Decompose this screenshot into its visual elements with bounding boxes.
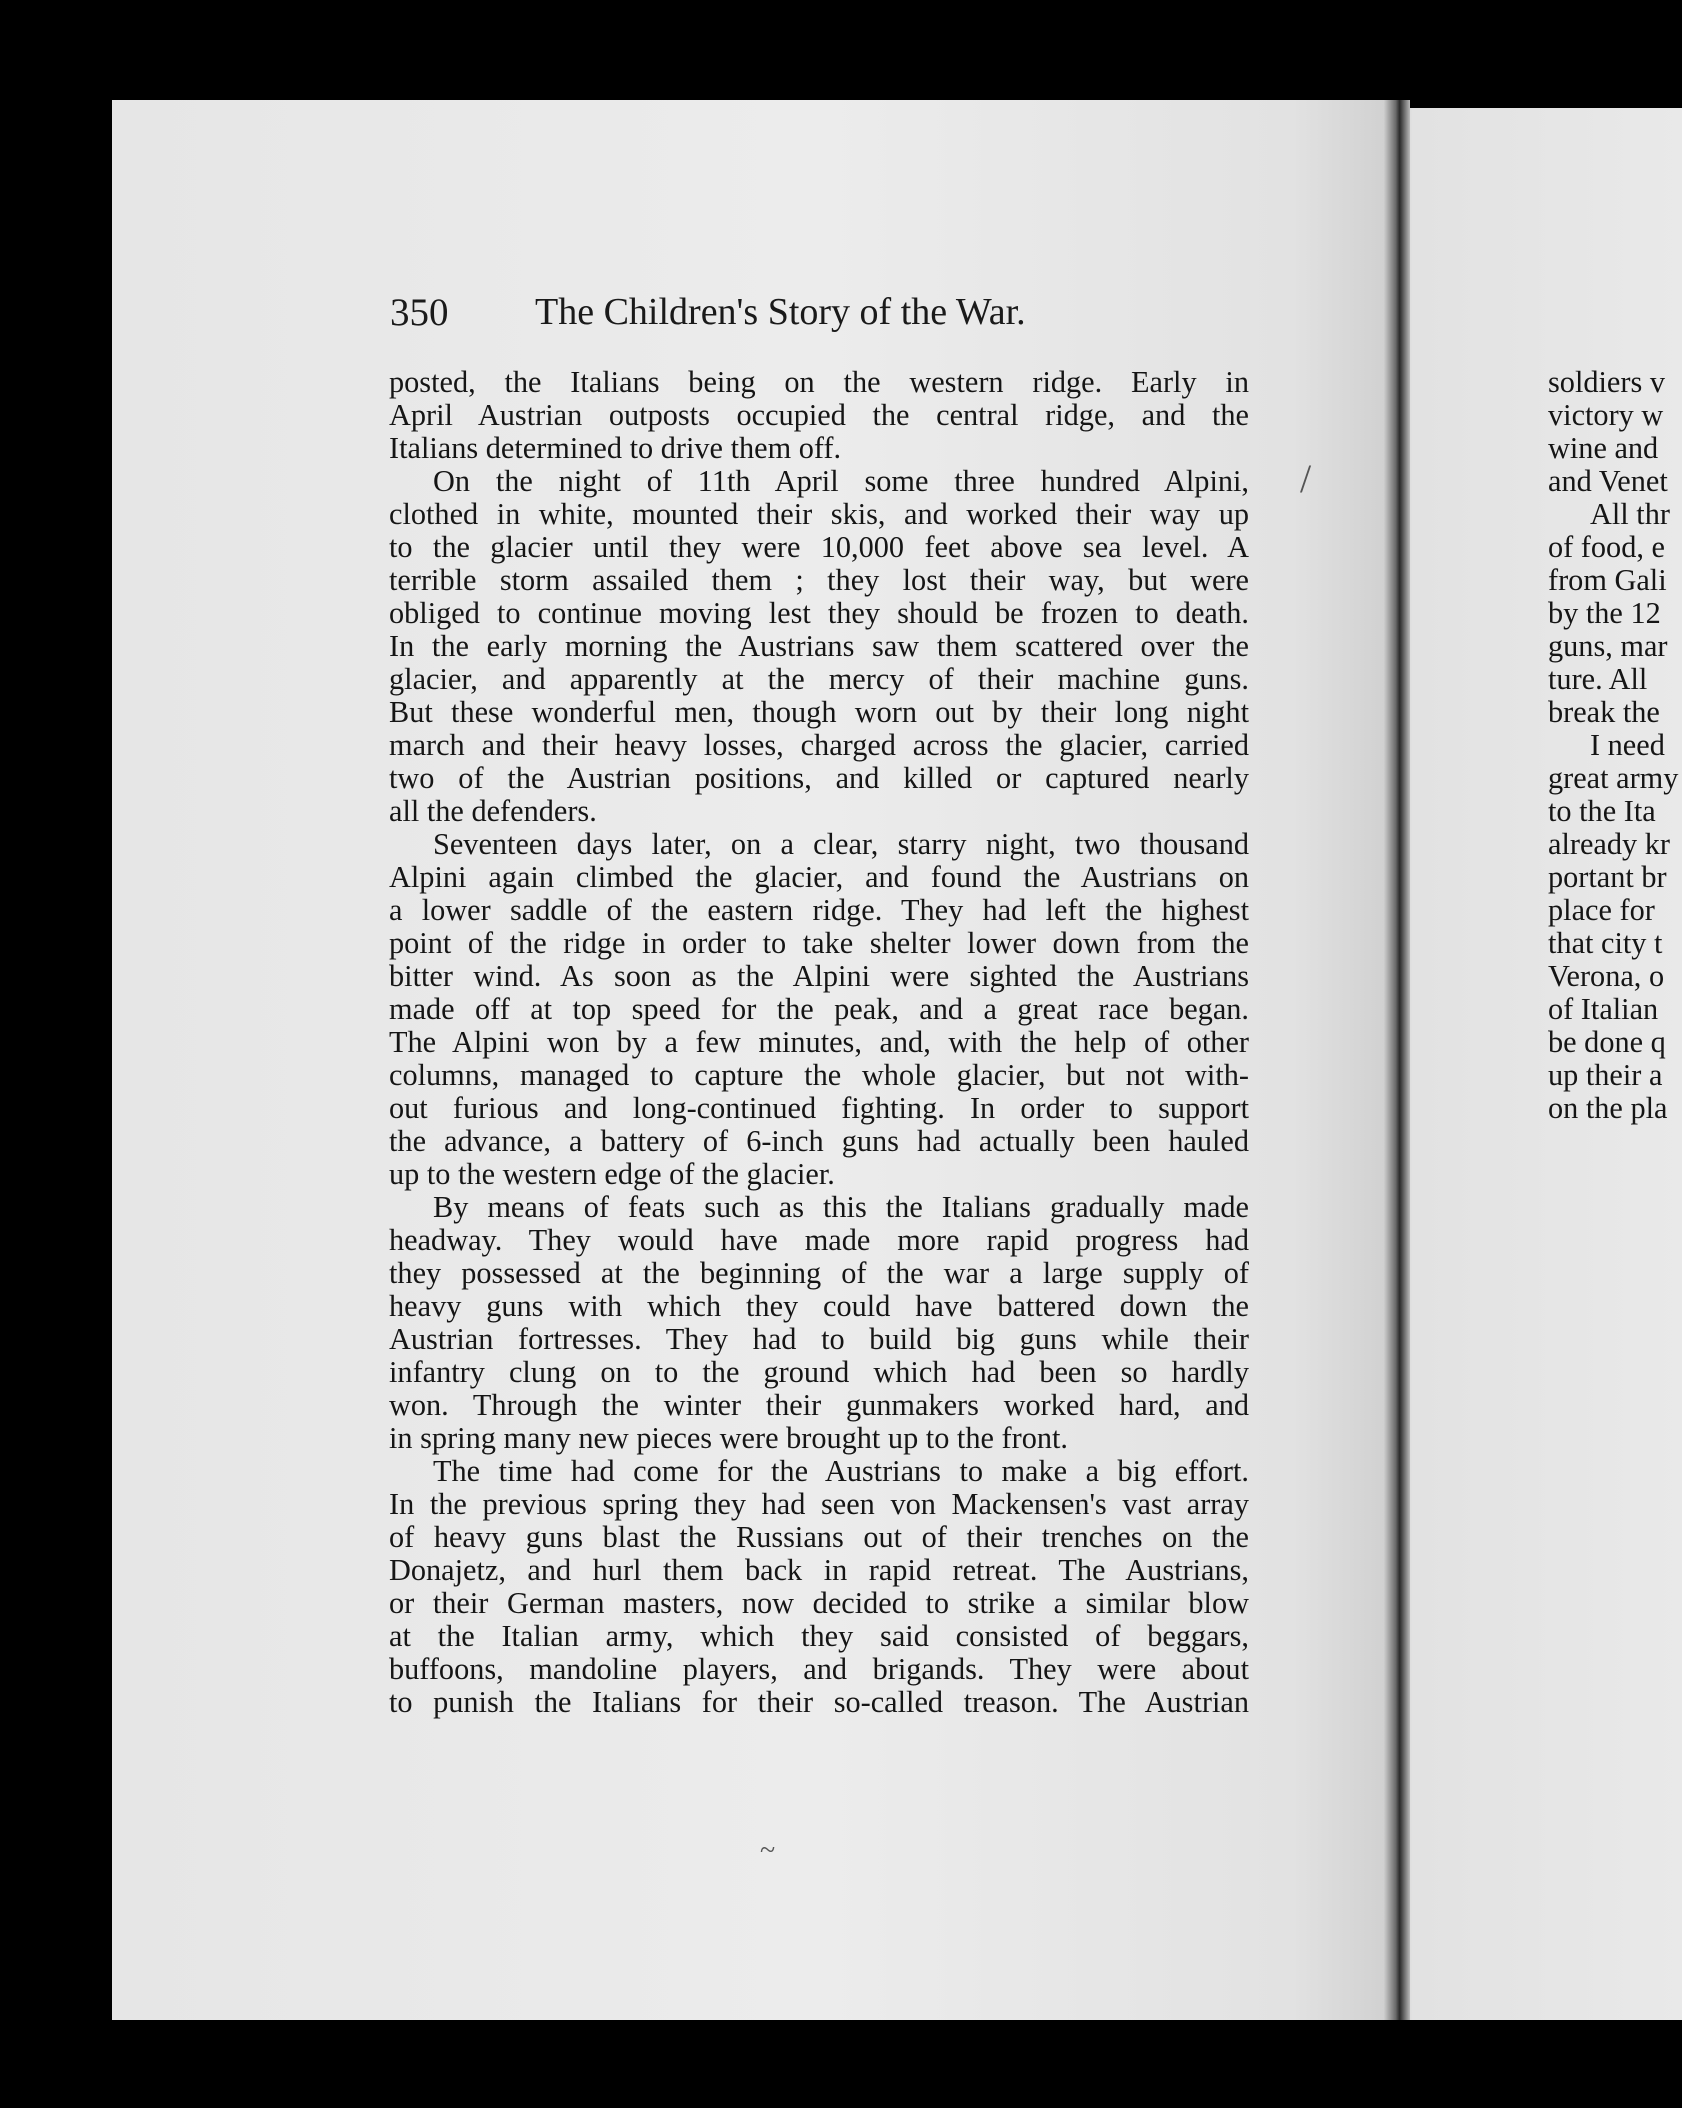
text-line: two of the Austrian positions, and killed or captured nearly — [389, 761, 1249, 795]
text-line: point of the ridge in order to take shelter lower down from the — [389, 926, 1249, 960]
text-line: great army — [1548, 761, 1679, 795]
text-line: break the — [1548, 695, 1660, 729]
text-line: clothed in white, mounted their skis, and worked their way up — [389, 497, 1249, 531]
text-line: the advance, a battery of 6-inch guns had actually been hauled — [389, 1124, 1249, 1158]
text-line: victory w — [1548, 398, 1664, 432]
text-line: out furious and long-continued fighting. In order to support — [389, 1091, 1249, 1125]
text-line: to the Ita — [1548, 794, 1656, 828]
text-line: or their German masters, now decided to strike a similar blow — [389, 1586, 1249, 1620]
text-line: But these wonderful men, though worn out by their long night — [389, 695, 1249, 729]
text-line: up to the western edge of the glacier. — [389, 1157, 835, 1191]
right-page-body-text — [1548, 366, 1682, 1125]
book-gutter — [1384, 100, 1410, 2020]
text-line: portant br — [1548, 860, 1667, 894]
text-line: in spring many new pieces were brought up to the front. — [389, 1421, 1068, 1455]
text-line: Alpini again climbed the glacier, and found the Austrians on — [389, 860, 1249, 894]
text-line: bitter wind. As soon as the Alpini were sighted the Austrians — [389, 959, 1249, 993]
text-line: to the glacier until they were 10,000 feet above sea level. A — [389, 530, 1249, 564]
text-line: posted, the Italians being on the western ridge. Early in — [389, 365, 1249, 399]
text-line: By means of feats such as this the Italians gradually made — [433, 1190, 1249, 1224]
text-line: The Alpini won by a few minutes, and, with the help of other — [389, 1025, 1249, 1059]
text-line: infantry clung on to the ground which had been so hardly — [389, 1355, 1249, 1389]
text-line: headway. They would have made more rapid progress had — [389, 1223, 1249, 1257]
text-line: ture. All — [1548, 662, 1648, 696]
text-line: glacier, and apparently at the mercy of their machine guns. — [389, 662, 1249, 696]
text-line: heavy guns with which they could have battered down the — [389, 1289, 1249, 1323]
left-page-body-text — [389, 366, 1249, 1719]
text-line: march and their heavy losses, charged across the glacier, carried — [389, 728, 1249, 762]
text-line: of Italian — [1548, 992, 1659, 1026]
text-line: Seventeen days later, on a clear, starry night, two thousand — [433, 827, 1249, 861]
text-line: be done q — [1548, 1025, 1666, 1059]
text-line: On the night of 11th April some three hundred Alpini, — [433, 464, 1249, 498]
pencil-mark: / — [1300, 456, 1312, 501]
text-line: In the previous spring they had seen von Mackensen's vast array — [389, 1487, 1249, 1521]
text-line: and Venet — [1548, 464, 1668, 498]
text-line: up their a — [1548, 1058, 1663, 1092]
text-line: April Austrian outposts occupied the central ridge, and the — [389, 398, 1249, 432]
text-line: already kr — [1548, 827, 1670, 861]
page-number: 350 — [390, 291, 449, 334]
text-line: at the Italian army, which they said consisted of beggars, — [389, 1619, 1249, 1653]
text-line: Donajetz, and hurl them back in rapid retreat. The Austrians, — [389, 1553, 1249, 1587]
text-line: Austrian fortresses. They had to build big guns while their — [389, 1322, 1249, 1356]
pencil-squiggle: ~ — [760, 1835, 776, 1866]
text-line: I need — [1590, 728, 1665, 762]
text-line: The time had come for the Austrians to make a big effort. — [433, 1454, 1249, 1488]
text-line: won. Through the winter their gunmakers worked hard, and — [389, 1388, 1249, 1422]
text-line: of food, e — [1548, 530, 1665, 564]
text-line: Italians determined to drive them off. — [389, 431, 842, 465]
text-line: All thr — [1590, 497, 1670, 531]
text-line: place for — [1548, 893, 1655, 927]
text-line: guns, mar — [1548, 629, 1668, 663]
text-line: buffoons, mandoline players, and brigands. They were about — [389, 1652, 1249, 1686]
text-line: all the defenders. — [389, 794, 597, 828]
text-line: Verona, o — [1548, 959, 1665, 993]
text-line: of heavy guns blast the Russians out of their trenches on the — [389, 1520, 1249, 1554]
text-line: on the pla — [1548, 1091, 1668, 1125]
text-line: made off at top speed for the peak, and a great race began. — [389, 992, 1249, 1026]
text-line: columns, managed to capture the whole glacier, but not with- — [389, 1058, 1249, 1092]
text-line: from Gali — [1548, 563, 1667, 597]
text-line: terrible storm assailed them ; they lost their way, but were — [389, 563, 1249, 597]
text-line: soldiers v — [1548, 366, 1665, 399]
page-header — [390, 290, 1240, 340]
text-line: to punish the Italians for their so-called treason. The Austrian — [389, 1685, 1249, 1719]
text-line: wine and — [1548, 431, 1659, 465]
text-line: obliged to continue moving lest they should be frozen to death. — [389, 596, 1249, 630]
text-line: they possessed at the beginning of the war a large supply of — [389, 1256, 1249, 1290]
running-title: The Children's Story of the War. — [535, 291, 1026, 333]
text-line: by the 12 — [1548, 596, 1661, 630]
text-line: In the early morning the Austrians saw them scattered over the — [389, 629, 1249, 663]
text-line: a lower saddle of the eastern ridge. They had left the highest — [389, 893, 1249, 927]
text-line: that city t — [1548, 926, 1663, 960]
